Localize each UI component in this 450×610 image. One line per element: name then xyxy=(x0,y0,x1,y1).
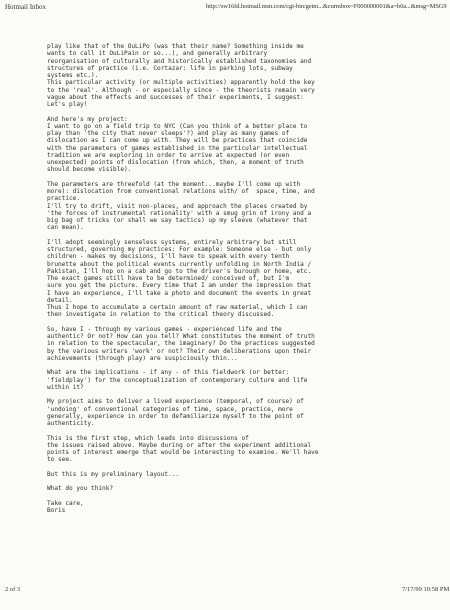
body-line: So, have I - through my various games - experienced life and the xyxy=(47,325,282,333)
body-line: What are the implications - if any - of this fieldwork (or better: xyxy=(47,369,290,377)
body-line: play like that of the OuLiPo (was that their name? Something inside me xyxy=(47,43,304,50)
email-body xyxy=(47,43,447,514)
body-line: play than 'the city that never sleeps'?) and play as many games of xyxy=(47,130,290,137)
body-line: structures of practice (i.e. Cortazar: life in parking lots, subway xyxy=(47,64,293,72)
body-line: This is the first step, which leads into discussions of xyxy=(47,434,249,442)
body-line: structured, governing my practices: For example: Someone else - but only xyxy=(47,246,312,253)
body-line: more): dislocation from conventional relations with/ of space, time, and xyxy=(47,188,315,195)
body-line: Take care, xyxy=(47,499,84,507)
body-line: The parameters are threefold (at the moment...maybe I'll come up with xyxy=(47,180,301,188)
body-line: authenticity. xyxy=(47,420,95,427)
body-line: Boris xyxy=(47,507,66,514)
body-line: I'll try to drift, visit non-places, and approach the places created by xyxy=(47,202,308,210)
page-number: 2 of 3 xyxy=(5,586,21,593)
body-line: The exact games still have to be determined/ conceived of, but I'm xyxy=(47,275,290,282)
page-header-title: Hotmail Inbox xyxy=(5,3,47,11)
body-line: unexpected) points of dislocation (from which, then, a moment of truth xyxy=(47,159,304,166)
body-line: I'll adopt seemingly senseless systems, entirely arbitrary but still xyxy=(47,238,297,246)
body-line: then investigate in relation to the critical theory discussed. xyxy=(47,311,275,319)
body-line: What do you think? xyxy=(47,485,114,493)
body-line: with the parameters of games established in the particular intellectual xyxy=(47,144,308,152)
body-line: can mean). xyxy=(47,224,84,232)
body-line: generally, experience in order to defamiliarize myself to the point of xyxy=(47,412,304,420)
body-line: achievements (through play) are suspiciously thin... xyxy=(47,354,238,362)
blank-line xyxy=(47,464,447,471)
blank-line xyxy=(47,362,447,369)
body-line: Let's play! xyxy=(47,101,88,108)
body-line: the issues raised above. Maybe during or after the experiment additional xyxy=(47,441,312,449)
blank-line xyxy=(47,108,447,115)
body-line: practice. xyxy=(47,195,81,203)
body-line: My project aims to deliver a lived experience (temporal, of course) of xyxy=(47,398,304,406)
blank-line xyxy=(47,391,447,398)
blank-line xyxy=(47,493,447,500)
body-line: should become visible). xyxy=(47,166,132,174)
body-line: sure you get the picture. Every time that I am under the impression that xyxy=(47,282,312,290)
body-line: Thus I hope to accumulate a certain amount of raw material, which I can xyxy=(47,304,308,311)
body-line: systems etc.). xyxy=(47,72,99,79)
body-line: 'undoing' of conventional categories of time, space, practice, more xyxy=(47,405,293,413)
body-line: But this is my preliminary layout... xyxy=(47,470,180,478)
body-line: by the various writers 'work' or not? Their own deliberations upon their xyxy=(47,347,312,355)
body-line: I want to go on a field trip to NYC (Can you think of a better place to xyxy=(47,122,308,130)
print-date: 7/17/99 10:58 PM xyxy=(402,586,450,593)
body-line: dislocation as I can come up with. They will be practices that coincide xyxy=(47,137,308,145)
body-line: reorganisation of culturally and historically established taxonomies and xyxy=(47,57,312,65)
body-line: brunette about the political events currently unfolding in North India / xyxy=(47,260,312,268)
body-line: authentic? Or not? How can you tell? What constitutes the moment of truth xyxy=(47,333,315,340)
body-line: tradition we are exploring in order to arrive at expected (or even xyxy=(47,151,290,159)
blank-line xyxy=(47,478,447,485)
body-line: children - makes my decisions, I'll have to speak with every tenth xyxy=(47,253,290,261)
blank-line xyxy=(47,319,447,326)
body-line: in relation to the spectacular, the imaginary? Do the practices suggested xyxy=(47,340,315,348)
body-line: within it? xyxy=(47,383,84,391)
body-line: vague about the effects and successes of their experiments, I suggest: xyxy=(47,93,304,101)
body-line: 'the forces of instrumental rationality' with a smug grin of irony and a xyxy=(47,209,312,217)
body-line: wants to call it OuLiPain or so...), and generally arbitrary xyxy=(47,50,268,58)
body-line: And here's my project: xyxy=(47,115,128,123)
blank-line xyxy=(47,232,447,239)
body-line: to the 'real'. Although - or especially since - the theorists remain very xyxy=(47,86,315,94)
body-line: 'fieldplay') for the conceptualization of contemporary culture and life xyxy=(47,376,308,384)
body-line: big bag of tricks (or shall we say tactics) up my sleeve (whatever that xyxy=(47,217,308,224)
body-line: This particular activity (or multiple activities) apparently hold the key xyxy=(47,79,315,87)
blank-line xyxy=(47,427,447,434)
blank-line xyxy=(47,174,447,181)
body-line: I have an experience, I'll take a photo and document the events in great xyxy=(47,289,312,297)
page-header-url: http://sw16fd.hotmail.msn.com/cgi-bin/getm...&curmbox=F000000001&a=b0a...&msg=MSG9 xyxy=(206,3,447,10)
body-line: detail. xyxy=(47,296,73,304)
body-line: Pakistan, I'll hop on a cab and go to the driver's burough or home, etc. xyxy=(47,267,312,275)
body-line: points of interest emerge that would be interesting to examine. We'll have xyxy=(47,449,319,456)
body-line: to see. xyxy=(47,456,73,464)
